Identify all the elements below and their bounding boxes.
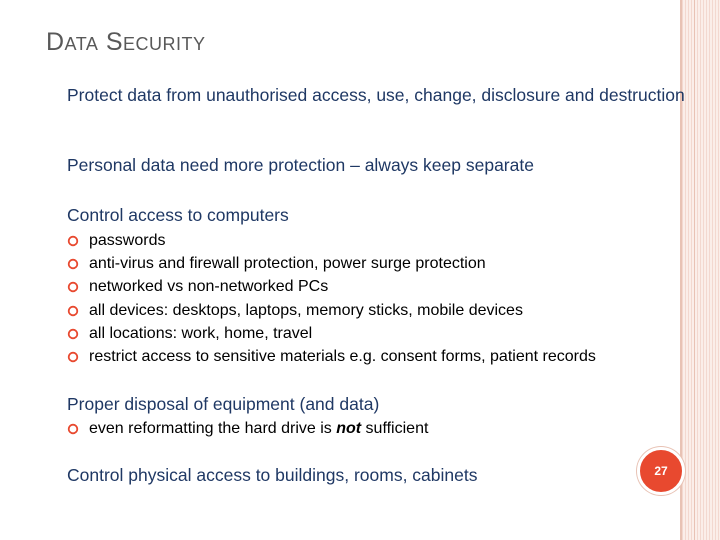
bullet-text: all devices: desktops, laptops, memory sticks, mobile devices — [89, 301, 523, 319]
open-circle-bullet-icon — [67, 423, 79, 435]
paragraph-disposal: Proper disposal of equipment (and data) — [67, 394, 380, 414]
list-item — [67, 229, 677, 252]
list-item — [67, 417, 677, 440]
disposal-bullet-list — [67, 417, 677, 440]
list-item — [67, 275, 677, 298]
slide-title: Data Security — [46, 28, 206, 56]
list-item — [67, 299, 677, 322]
open-circle-bullet-icon — [67, 328, 79, 340]
border-divider-inner — [694, 0, 695, 540]
paragraph-protect-data: Protect data from unauthorised access, use, change, disclosure and destruction — [67, 85, 685, 105]
decorative-right-border — [682, 0, 720, 540]
open-circle-bullet-icon — [67, 351, 79, 363]
open-circle-bullet-icon — [67, 258, 79, 270]
paragraph-physical-access: Control physical access to buildings, rooms, cabinets — [67, 465, 478, 485]
list-item — [67, 345, 677, 368]
access-bullet-list — [67, 229, 677, 368]
paragraph-control-access: Control access to computers — [67, 205, 289, 225]
bullet-text: anti-virus and firewall protection, power surge protection — [89, 255, 486, 273]
emphasis-not: not — [336, 420, 362, 437]
bullet-text-after: sufficient — [361, 420, 429, 437]
list-item — [67, 322, 677, 345]
bullet-text: restrict access to sensitive materials e.g. consent forms, patient records — [89, 348, 596, 366]
open-circle-bullet-icon — [67, 305, 79, 317]
list-item — [67, 252, 677, 275]
page-number-badge: 27 — [637, 447, 685, 495]
bullet-text-before: even reformatting the hard drive is — [89, 420, 337, 437]
bullet-text: all locations: work, home, travel — [89, 324, 313, 342]
open-circle-bullet-icon — [67, 281, 79, 293]
bullet-text: passwords — [89, 232, 166, 249]
open-circle-bullet-icon — [67, 235, 79, 247]
bullet-text: networked vs non-networked PCs — [89, 278, 329, 296]
paragraph-personal-data: Personal data need more protection – always keep separate — [67, 155, 534, 175]
